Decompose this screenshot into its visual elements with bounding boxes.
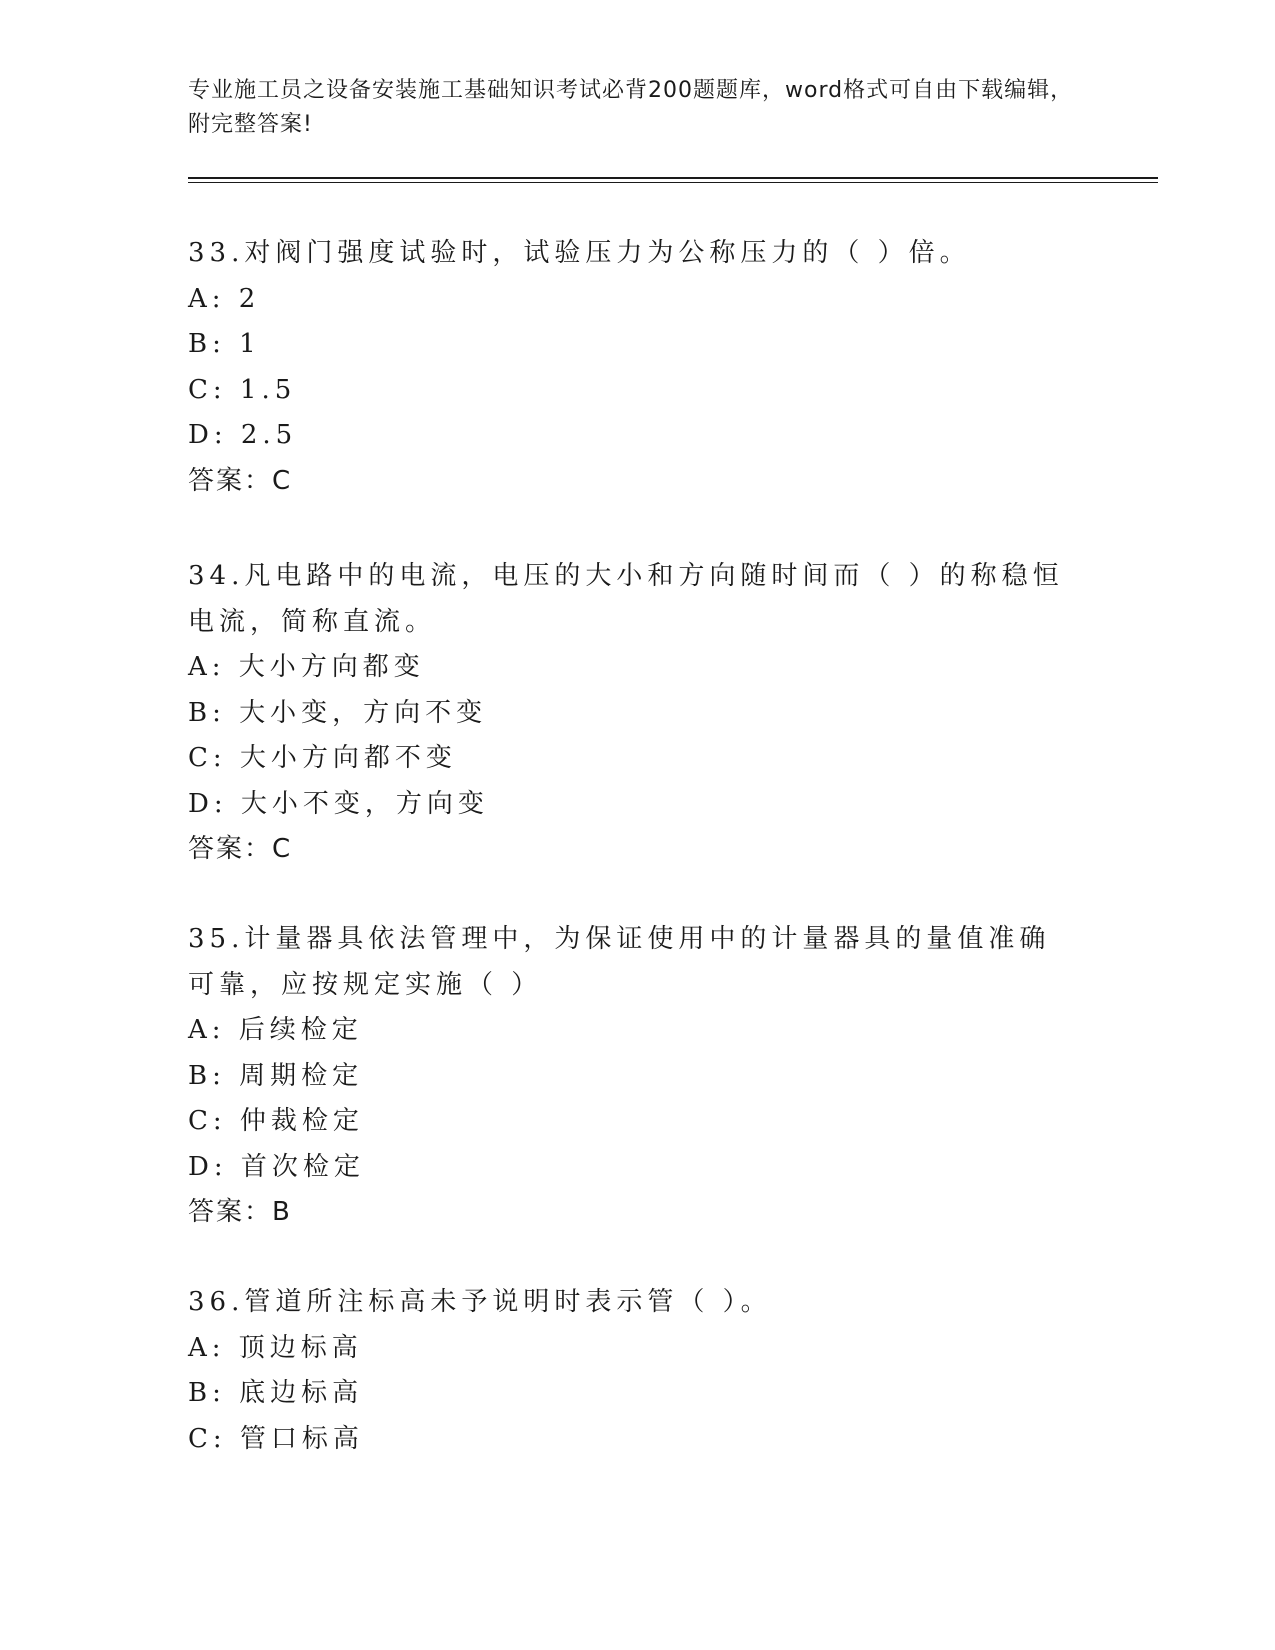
option-c: C: 仲裁检定 (188, 1106, 364, 1136)
question-36 (188, 1280, 1088, 1462)
answer-label: 答案：C (188, 465, 293, 496)
document-header: 专业施工员之设备安装施工基础知识考试必背200题题库，word格式可自由下载编辑，附完整答案! (188, 78, 1074, 137)
option-c: C: 管口标高 (188, 1423, 364, 1454)
header-divider-bottom (188, 182, 1158, 183)
option-c: C: 大小方向都不变 (188, 743, 457, 773)
question-33 (188, 231, 1088, 504)
option-d: D: 首次检定 (188, 1151, 365, 1182)
option-c: C: 1.5 (188, 374, 297, 405)
option-d: D: 大小不变，方向变 (188, 788, 489, 819)
answer-label: 答案：C (188, 834, 293, 864)
option-a: A: 大小方向都变 (188, 652, 425, 682)
option-a: A: 2 (188, 283, 261, 314)
question-stem: 36.管道所注标高未予说明时表示管（ ）。 (188, 1287, 772, 1317)
option-b: B: 大小变，方向不变 (188, 697, 488, 728)
question-34 (188, 554, 1088, 873)
option-a: A: 顶边标高 (188, 1332, 363, 1363)
option-b: B: 底边标高 (188, 1378, 364, 1408)
question-stem: 35.计量器具依法管理中，为保证使用中的计量器具的量值准确可靠，应按规定实施（ ） (188, 924, 1051, 1000)
option-b: B: 周期检定 (188, 1060, 364, 1091)
option-b: B: 1 (188, 329, 261, 359)
option-a: A: 后续检定 (188, 1015, 363, 1045)
option-d: D: 2.5 (188, 420, 298, 450)
header-divider-top (188, 177, 1158, 179)
question-35 (188, 917, 1088, 1236)
question-stem: 33.对阀门强度试验时，试验压力为公称压力的（ ）倍。 (188, 238, 971, 268)
question-stem: 34.凡电路中的电流，电压的大小和方向随时间而（ ）的称稳恒电流，简称直流。 (188, 561, 1064, 637)
answer-label: 答案：B (188, 1197, 292, 1227)
